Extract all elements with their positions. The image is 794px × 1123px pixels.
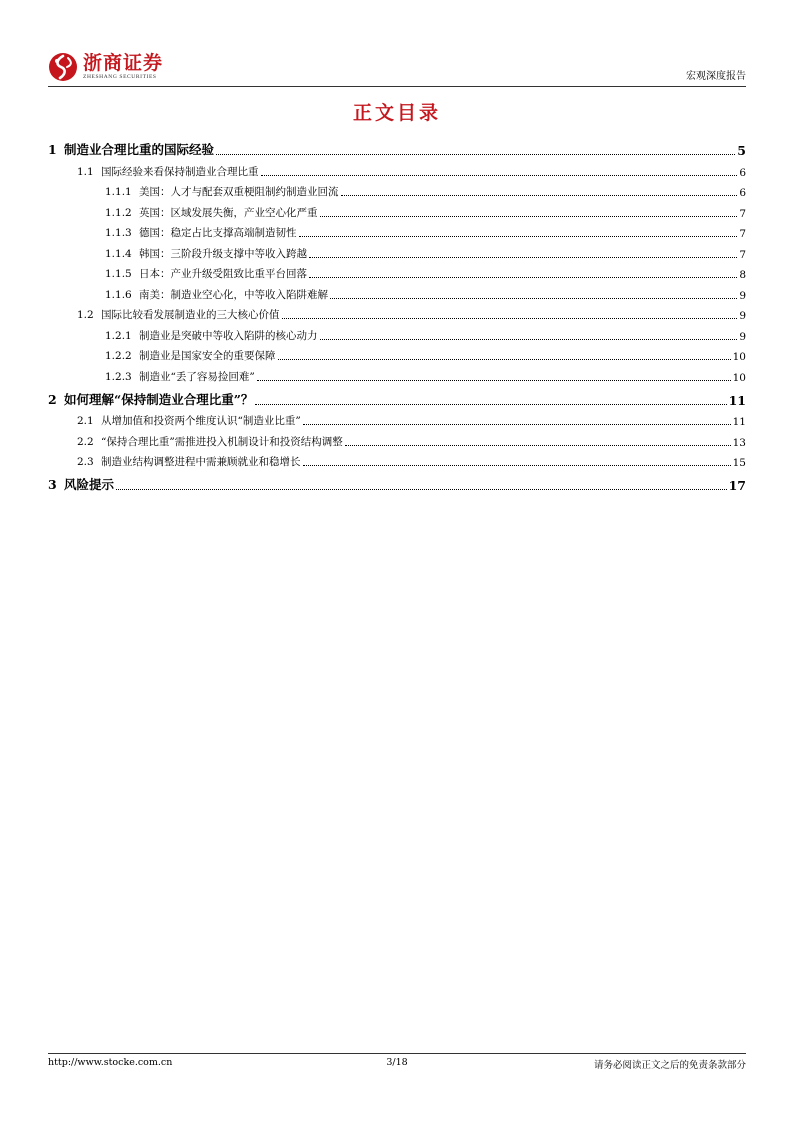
toc-entry-text: 如何理解“保持制造业合理比重”？ xyxy=(64,391,254,407)
company-name-cn: 浙商证券 xyxy=(83,52,164,74)
toc-leader-dots xyxy=(257,380,731,381)
toc-entry-level3[interactable] xyxy=(48,179,746,200)
toc-entry-text: 美国：人才与配套双重梗阻制约制造业回流 xyxy=(139,186,339,198)
toc-entry-label xyxy=(77,454,301,469)
toc-entry-text: 制造业是国家安全的重要保障 xyxy=(139,350,276,362)
footer-divider xyxy=(48,1053,746,1054)
toc-entry-label xyxy=(77,434,343,449)
toc-entry-page: 7 xyxy=(739,207,746,220)
toc-entry-label xyxy=(77,164,259,179)
toc-entry-page: 17 xyxy=(728,478,746,493)
toc-entry-page: 6 xyxy=(739,187,746,199)
toc-entry-number: 1.2 xyxy=(77,309,94,321)
toc-entry-number: 2.3 xyxy=(77,456,94,468)
toc-entry-label xyxy=(105,184,339,199)
toc-entry-label xyxy=(105,246,307,261)
toc-entry-page: 6 xyxy=(739,166,746,179)
toc-entry-number: 3 xyxy=(48,477,57,492)
toc-entry-number: 1.2.2 xyxy=(105,350,132,362)
toc-entry-number: 1.1.1 xyxy=(105,186,132,198)
toc-entry-page: 8 xyxy=(739,269,746,281)
toc-entry-text: 制造业合理比重的国际经验 xyxy=(64,142,215,157)
toc-entry-number: 1.2.3 xyxy=(105,370,132,383)
toc-entry-label xyxy=(105,348,276,363)
toc-entry-level3[interactable] xyxy=(48,322,746,343)
toc-entry-number: 2.1 xyxy=(77,415,94,427)
header-divider xyxy=(48,86,746,87)
toc-entry-level3[interactable] xyxy=(48,363,746,384)
toc-entry-text: 制造业是突破中等收入陷阱的核心动力 xyxy=(139,329,318,342)
toc-leader-dots xyxy=(341,195,738,196)
company-name-en: ZHESHANG SECURITIES xyxy=(83,74,157,80)
toc-entry-text: 韩国：三阶段升级支撑中等收入跨越 xyxy=(139,247,307,260)
toc-entry-text: 制造业结构调整进程中需兼顾就业和稳增长 xyxy=(101,456,301,468)
toc-entry-label xyxy=(77,413,301,428)
toc-leader-dots xyxy=(320,339,738,340)
toc-entry-text: 从增加值和投资两个维度认识“制造业比重” xyxy=(101,415,301,427)
toc-entry-page: 13 xyxy=(732,436,746,449)
footer-page-number: 3/18 xyxy=(386,1057,408,1068)
logo-mark-icon xyxy=(48,52,78,82)
toc-entry-number: 2.2 xyxy=(77,435,94,448)
toc-entry-page: 10 xyxy=(732,351,746,363)
toc-leader-dots xyxy=(303,424,731,425)
toc-entry-label xyxy=(105,225,297,240)
toc-entry-text: 德国：稳定占比支撑高端制造韧性 xyxy=(139,227,297,239)
toc-entry-page: 11 xyxy=(732,416,746,428)
toc-leader-dots xyxy=(309,277,737,278)
toc-entry-number: 1.1.4 xyxy=(105,247,132,260)
toc-entry-label xyxy=(77,307,280,322)
toc-entry-page: 9 xyxy=(739,330,746,343)
toc-entry-level3[interactable] xyxy=(48,199,746,220)
toc-entry-page: 9 xyxy=(739,310,746,322)
toc-leader-dots xyxy=(303,465,731,466)
toc-entry-label xyxy=(105,287,328,302)
toc-entry-label xyxy=(48,390,253,408)
toc-entry-label xyxy=(105,266,307,281)
toc-entry-number: 1.1.6 xyxy=(105,288,132,301)
toc-leader-dots xyxy=(299,236,738,237)
footer-disclaimer: 请务必阅读正文之后的免责条款部分 xyxy=(593,1060,746,1071)
report-type: 宏观深度报告 xyxy=(686,71,746,82)
toc-entry-level1[interactable] xyxy=(48,384,746,408)
toc-entry-label xyxy=(48,140,214,158)
toc-entry-level2[interactable] xyxy=(48,158,746,179)
toc-entry-page: 15 xyxy=(732,457,746,469)
toc-entry-text: 国际经验来看保持制造业合理比重 xyxy=(101,165,259,178)
toc-entry-label xyxy=(48,475,114,493)
page-header xyxy=(48,48,746,86)
toc-entry-number: 1.1.3 xyxy=(105,227,132,239)
toc-entry-text: “保持合理比重”需推进投入机制设计和投资结构调整 xyxy=(101,435,343,448)
page-footer xyxy=(48,1057,746,1071)
toc-entry-page: 7 xyxy=(739,228,746,240)
toc-leader-dots xyxy=(282,318,738,319)
footer-url[interactable]: http://www.stocke.com.cn xyxy=(48,1057,173,1068)
toc-entry-page: 5 xyxy=(737,143,746,158)
toc-entry-level1[interactable] xyxy=(48,469,746,493)
toc-entry-level3[interactable] xyxy=(48,220,746,241)
toc-entry-text: 风险提示 xyxy=(64,477,115,492)
toc-entry-number: 1.2.1 xyxy=(105,329,132,342)
company-logo xyxy=(48,48,163,86)
toc-entry-level2[interactable] xyxy=(48,302,746,323)
toc-leader-dots xyxy=(255,404,726,405)
toc-entry-text: 国际比较看发展制造业的三大核心价值 xyxy=(101,309,280,321)
toc-entry-page: 7 xyxy=(739,248,746,261)
toc-leader-dots xyxy=(261,175,738,176)
toc-entry-level3[interactable] xyxy=(48,240,746,261)
toc-entry-text: 英国：区域发展失衡，产业空心化严重 xyxy=(139,206,318,219)
toc-leader-dots xyxy=(320,216,738,217)
toc-entry-level3[interactable] xyxy=(48,281,746,302)
toc-entry-level1[interactable] xyxy=(48,134,746,158)
page-title: 正文目录 xyxy=(352,102,441,124)
toc-entry-level3[interactable] xyxy=(48,343,746,364)
toc-entry-number: 2 xyxy=(48,391,57,407)
toc-leader-dots xyxy=(216,154,735,155)
toc-leader-dots xyxy=(345,445,731,446)
toc-entry-page: 10 xyxy=(732,371,746,384)
toc-entry-label xyxy=(105,205,318,220)
toc-entry-text: 日本：产业升级受阻致比重平台回落 xyxy=(139,268,307,280)
toc-entry-number: 1.1.5 xyxy=(105,268,132,280)
table-of-contents xyxy=(48,134,746,493)
toc-entry-number: 1.1 xyxy=(77,165,94,178)
toc-entry-level2[interactable] xyxy=(48,449,746,470)
toc-entry-level2[interactable] xyxy=(48,428,746,449)
toc-entry-text: 南美：制造业空心化，中等收入陷阱难解 xyxy=(139,288,328,301)
toc-entry-number: 1.1.2 xyxy=(105,206,132,219)
toc-leader-dots xyxy=(116,489,727,490)
toc-leader-dots xyxy=(278,359,731,360)
toc-leader-dots xyxy=(330,298,737,299)
toc-entry-label xyxy=(105,328,318,343)
toc-entry-page: 9 xyxy=(739,289,746,302)
toc-leader-dots xyxy=(309,257,737,258)
toc-entry-number: 1 xyxy=(48,142,57,157)
toc-entry-label xyxy=(105,369,255,384)
toc-entry-level3[interactable] xyxy=(48,261,746,282)
toc-entry-page: 11 xyxy=(728,392,746,408)
toc-entry-text: 制造业“丢了容易捡回难” xyxy=(139,370,255,383)
toc-entry-level2[interactable] xyxy=(48,408,746,429)
